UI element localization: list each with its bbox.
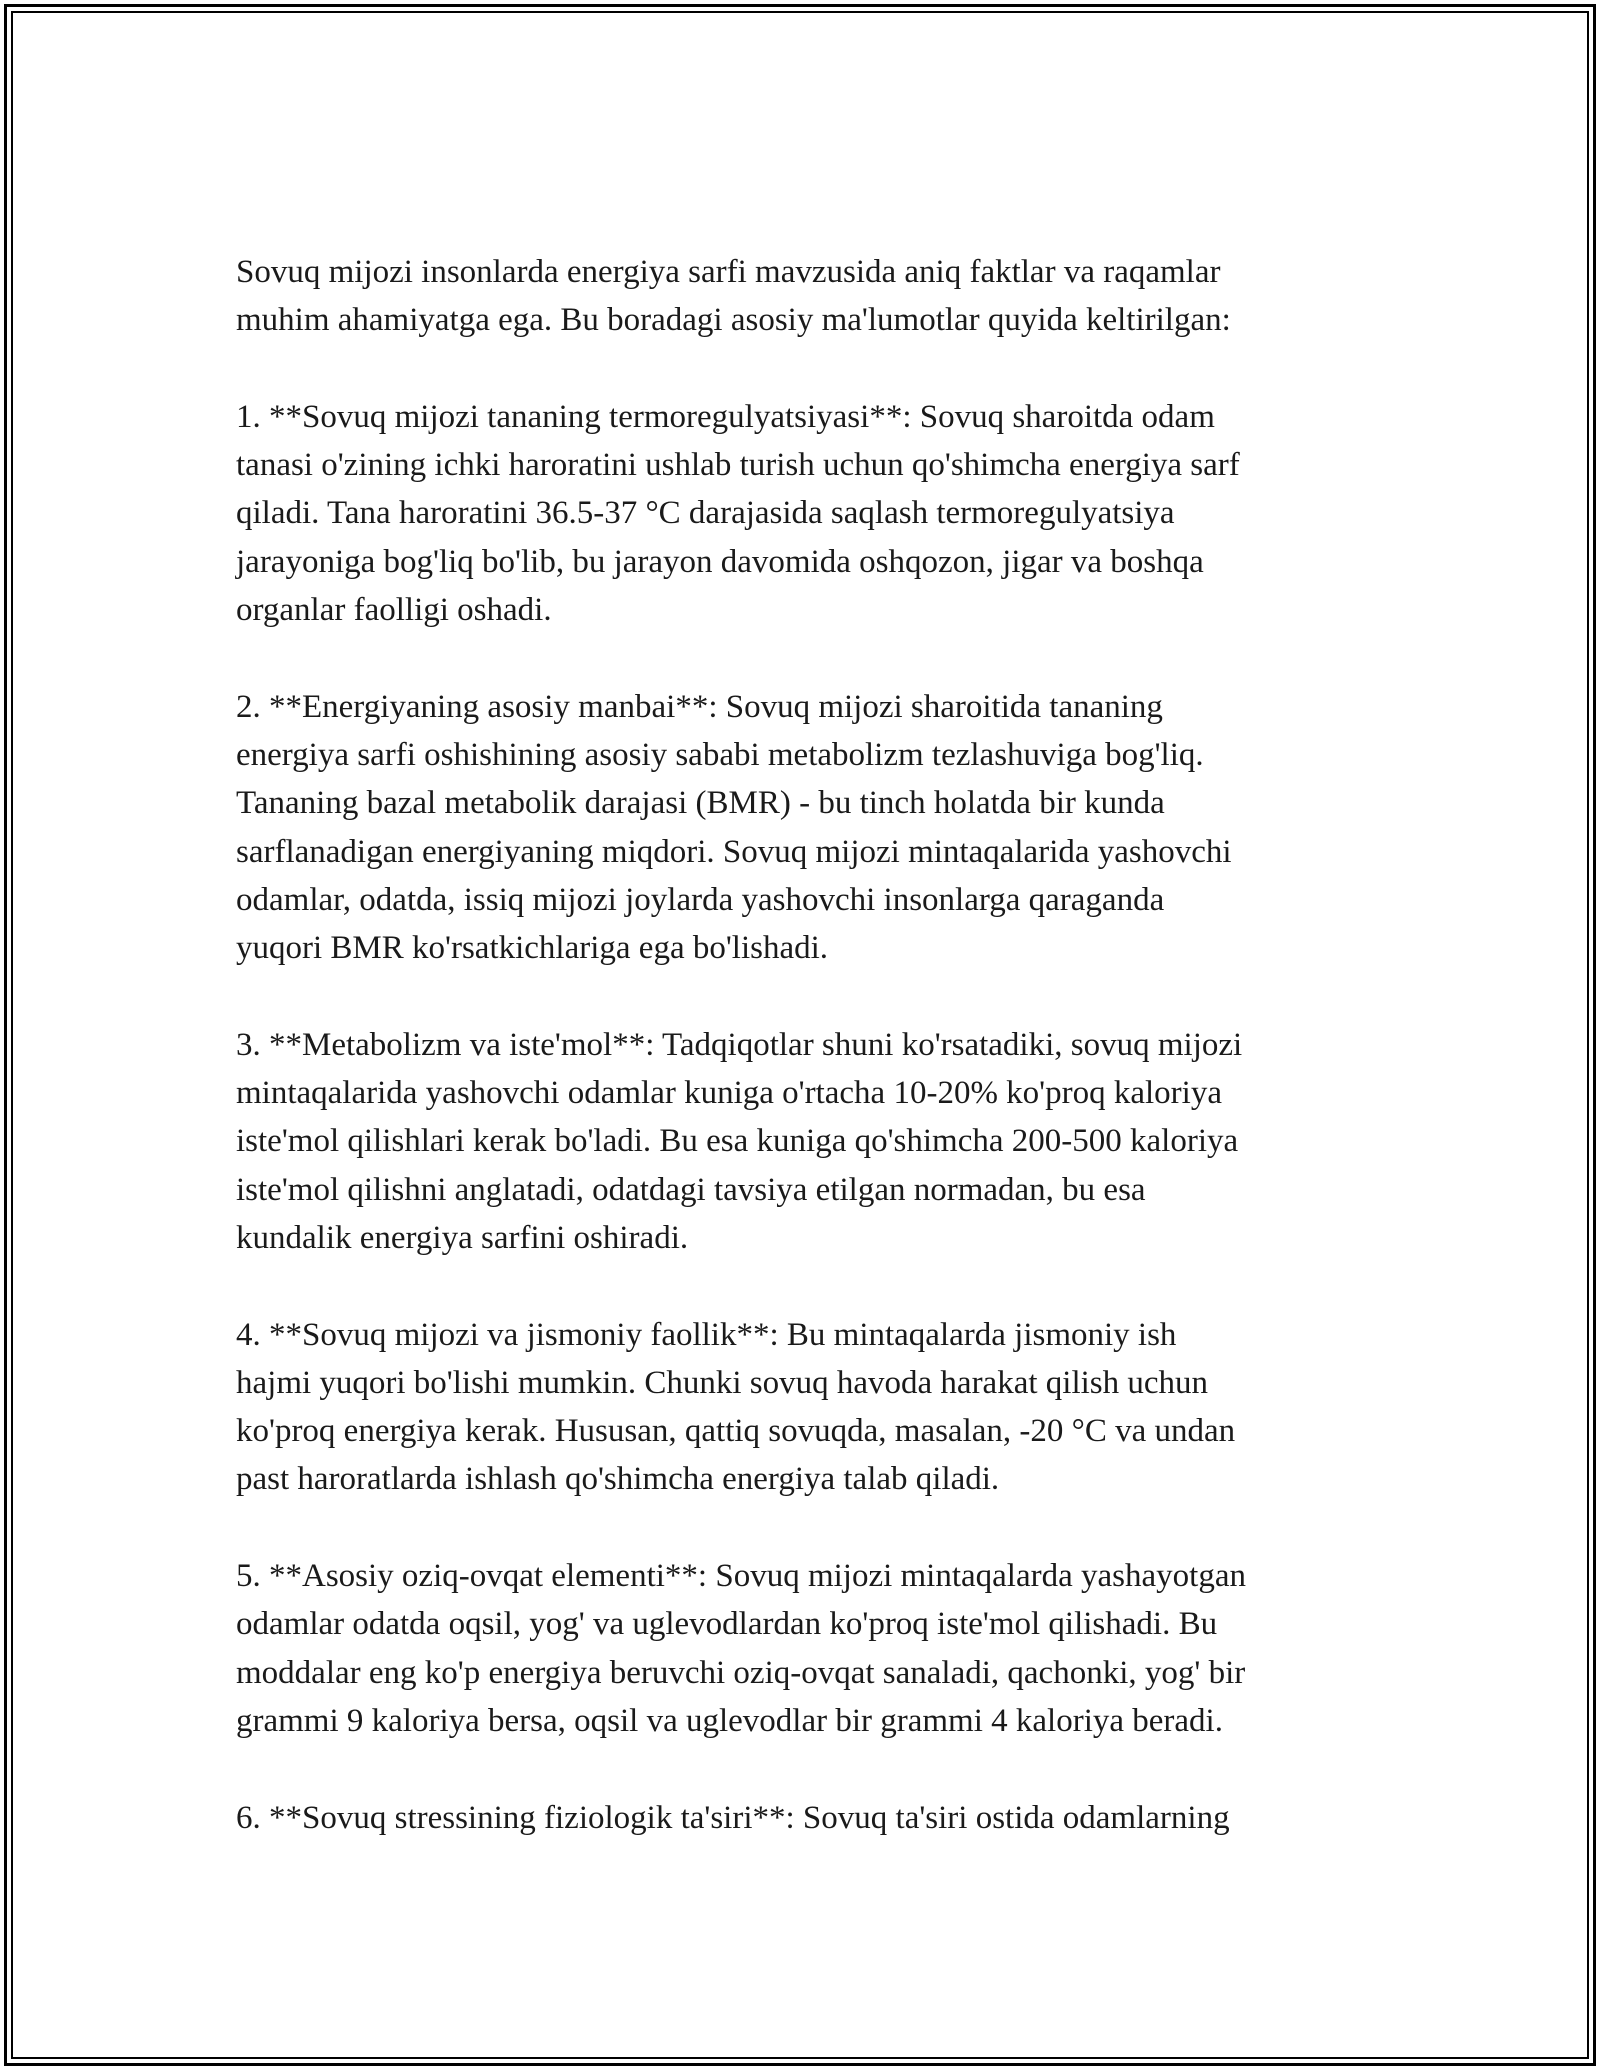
text-line: 5. **Asosiy oziq-ovqat elementi**: Sovuq mijozi mintaqalarda yashayotgan — [236, 1558, 1246, 1595]
text-line: odamlar odatda oqsil, yog' va uglevodlardan ko'proq iste'mol qilishadi. Bu — [236, 1606, 1218, 1643]
text-line: mintaqalarida yashovchi odamlar kuniga o'rtacha 10-20% ko'proq kaloriya — [236, 1075, 1222, 1112]
text-line: qiladi. Tana haroratini 36.5-37 °C darajasida saqlash termoregulyatsiya — [236, 495, 1175, 532]
text-line: Tananing bazal metabolik darajasi (BMR) - bu tinch holatda bir kunda — [236, 785, 1165, 822]
paragraph-5 — [236, 1311, 1386, 1504]
text-line: moddalar eng ko'p energiya beruvchi oziq-ovqat sanaladi, qachonki, yog' bir — [236, 1654, 1246, 1691]
text-line: 2. **Energiyaning asosiy manbai**: Sovuq mijozi sharoitida tananing — [236, 688, 1163, 725]
text-line: Sovuq mijozi insonlarda energiya sarfi mavzusida aniq faktlar va raqamlar — [236, 254, 1221, 290]
paragraph-6 — [236, 1552, 1386, 1745]
paragraph-4 — [236, 1021, 1386, 1262]
text-line: 3. **Metabolizm va iste'mol**: Tadqiqotlar shuni ko'rsatadiki, sovuq mijozi — [236, 1026, 1243, 1063]
text-line: muhim ahamiyatga ega. Bu boradagi asosiy ma'lumotlar quyida keltirilgan: — [236, 302, 1231, 339]
text-line: 1. **Sovuq mijozi tananing termoregulyatsiyasi**: Sovuq sharoitda odam — [236, 398, 1215, 435]
paragraph-3 — [236, 683, 1386, 973]
text-line: organlar faolligi oshadi. — [236, 592, 552, 629]
document-body — [236, 248, 1386, 1842]
text-line: grammi 9 kaloriya bersa, oqsil va uglevodlar bir grammi 4 kaloriya beradi. — [236, 1702, 1223, 1739]
text-line: jarayoniga bog'liq bo'lib, bu jarayon davomida oshqozon, jigar va boshqa — [236, 543, 1204, 580]
paragraph-2 — [236, 393, 1386, 634]
paragraph-7 — [236, 1794, 1386, 1842]
text-line: ko'proq energiya kerak. Hususan, qattiq sovuqda, masalan, -20 °C va undan — [236, 1413, 1236, 1450]
text-line: yuqori BMR ko'rsatkichlariga ega bo'lishadi. — [236, 930, 829, 967]
text-line: sarflanadigan energiyaning miqdori. Sovuq mijozi mintaqalarida yashovchi — [236, 833, 1232, 870]
text-line: 4. **Sovuq mijozi va jismoniy faollik**: Bu mintaqalarda jismoniy ish — [236, 1316, 1177, 1353]
text-line: hajmi yuqori bo'lishi mumkin. Chunki sovuq havoda harakat qilish uchun — [236, 1364, 1209, 1401]
text-line: tanasi o'zining ichki haroratini ushlab turish uchun qo'shimcha energiya sarf — [236, 447, 1240, 484]
text-line: kundalik energiya sarfini oshiradi. — [236, 1219, 689, 1256]
text-line: past haroratlarda ishlash qo'shimcha energiya talab qiladi. — [236, 1461, 1000, 1498]
text-line: iste'mol qilishlari kerak bo'ladi. Bu esa kuniga qo'shimcha 200-500 kaloriya — [236, 1123, 1239, 1160]
text-line: 6. **Sovuq stressining fiziologik ta'siri**: Sovuq ta'siri ostida odamlarning — [236, 1799, 1230, 1836]
paragraph-1 — [236, 248, 1386, 345]
text-line: energiya sarfi oshishining asosiy sababi metabolizm tezlashuviga bog'liq. — [236, 736, 1204, 773]
text-line: iste'mol qilishni anglatadi, odatdagi tavsiya etilgan normadan, bu esa — [236, 1171, 1146, 1208]
text-line: odamlar, odatda, issiq mijozi joylarda yashovchi insonlarga qaraganda — [236, 881, 1165, 918]
